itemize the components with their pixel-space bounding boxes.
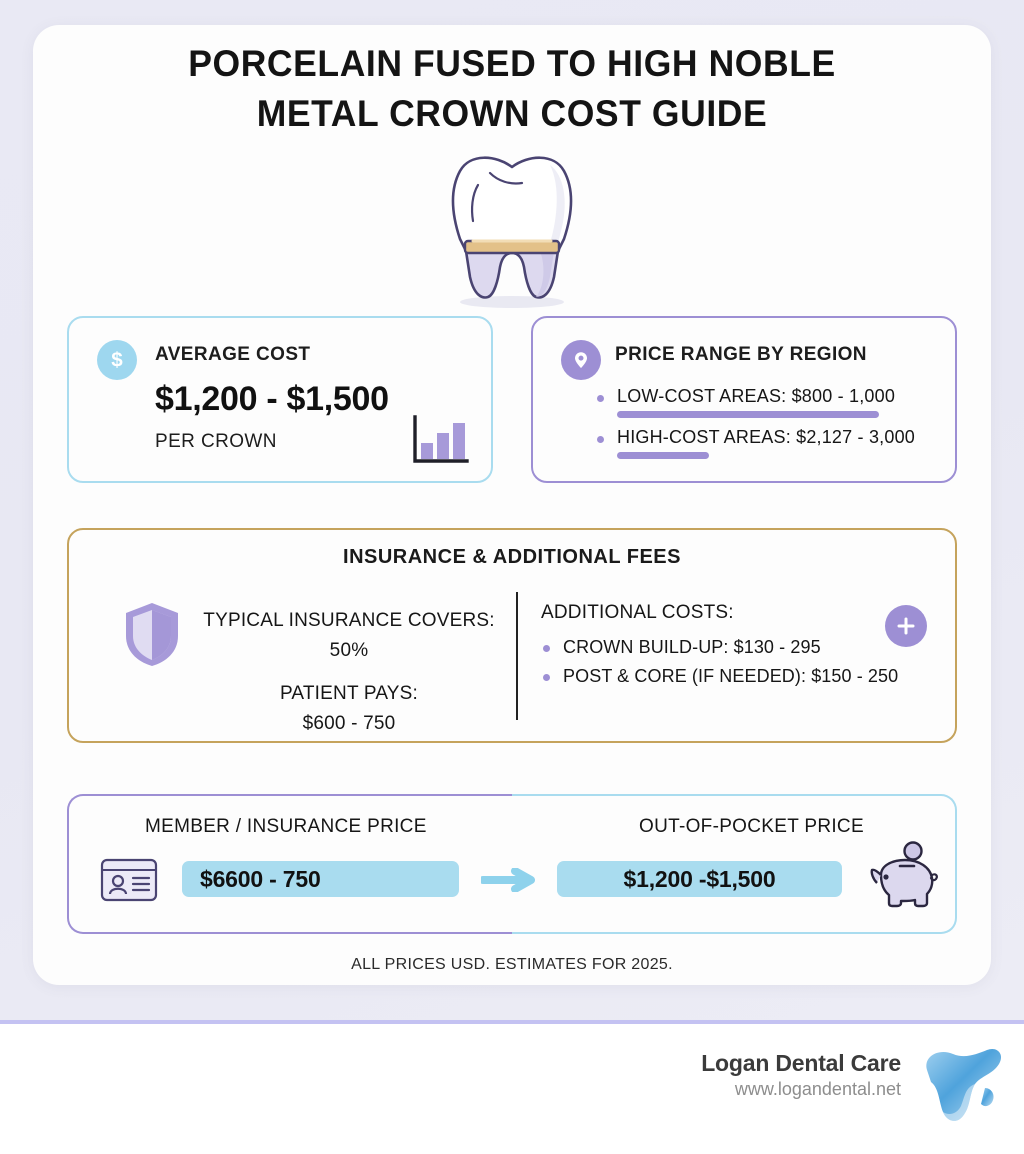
insurance-panel <box>67 528 957 743</box>
piggy-bank-icon <box>867 839 943 915</box>
footnote: ALL PRICES USD. ESTIMATES FOR 2025. <box>351 956 673 973</box>
shield-icon <box>122 600 182 668</box>
patient-pays-value: $600 - 750 <box>302 713 396 734</box>
patient-pays-label: PATIENT PAYS: <box>279 683 419 704</box>
price-range-item-bar <box>617 452 709 459</box>
bullet-icon <box>543 674 550 681</box>
average-cost-amount: $1,200 - $1,500 <box>155 380 389 418</box>
average-cost-heading: AVERAGE COST <box>155 344 311 365</box>
insurance-covers-label: TYPICAL INSURANCE COVERS: <box>203 610 495 631</box>
out-of-pocket-value-pill <box>557 861 842 897</box>
map-pin-circle-icon <box>561 340 601 380</box>
plus-circle-icon <box>885 605 927 647</box>
price-range-card <box>531 316 957 483</box>
list-item <box>541 637 941 658</box>
list-item <box>541 666 941 687</box>
summary-cards-row <box>67 316 957 483</box>
member-price-value-pill <box>182 861 459 897</box>
brand-text-block <box>701 1050 901 1100</box>
tooth-logo-icon <box>905 1044 1009 1128</box>
infographic-card <box>33 25 991 985</box>
list-item <box>595 427 945 459</box>
insurance-heading: INSURANCE & ADDITIONAL FEES <box>343 546 681 568</box>
average-cost-subtext: PER CROWN <box>155 431 277 452</box>
member-price-value: $6600 - 750 <box>200 865 321 892</box>
member-price-label: MEMBER / INSURANCE PRICE <box>145 816 427 837</box>
brand-footer <box>0 1028 1024 1154</box>
dollar-circle-icon <box>97 340 137 380</box>
price-range-heading: PRICE RANGE BY REGION <box>615 344 867 365</box>
price-range-item-label: LOW-COST AREAS: $800 - 1,000 <box>617 386 896 406</box>
average-cost-card <box>67 316 493 483</box>
bullet-icon <box>597 395 604 402</box>
vertical-divider <box>516 592 518 720</box>
additional-costs-block <box>541 602 941 695</box>
tooth-with-gold-band-icon <box>422 147 602 312</box>
brand-url[interactable]: www.logandental.net <box>734 1079 901 1099</box>
insurance-covers-value: 50% <box>329 640 369 661</box>
list-item <box>595 386 945 418</box>
additional-costs-heading: ADDITIONAL COSTS: <box>541 602 734 623</box>
insurance-coverage-block <box>199 606 499 752</box>
out-of-pocket-value: $1,200 -$1,500 <box>623 865 776 892</box>
svg-text:$: $ <box>111 348 123 372</box>
price-range-item-bar <box>617 411 879 418</box>
additional-cost-label: CROWN BUILD-UP: $130 - 295 <box>563 637 821 657</box>
price-range-list <box>595 386 945 468</box>
page-title <box>52 39 972 139</box>
price-comparison-panel <box>67 794 957 934</box>
out-of-pocket-label: OUT-OF-POCKET PRICE <box>639 816 864 837</box>
additional-cost-label: POST & CORE (IF NEEDED): $150 - 250 <box>563 666 899 686</box>
price-range-item-label: HIGH-COST AREAS: $2,127 - 3,000 <box>617 427 915 447</box>
page-title-line-1: PORCELAIN FUSED TO HIGH NOBLE <box>188 43 836 84</box>
brand-name: Logan Dental Care <box>701 1050 901 1076</box>
id-card-icon <box>99 856 159 904</box>
bullet-icon <box>543 645 550 652</box>
bar-chart-icon <box>407 413 469 465</box>
page-title-line-2: METAL CROWN COST GUIDE <box>256 93 768 134</box>
bullet-icon <box>597 436 604 443</box>
arrow-right-icon <box>481 868 535 892</box>
